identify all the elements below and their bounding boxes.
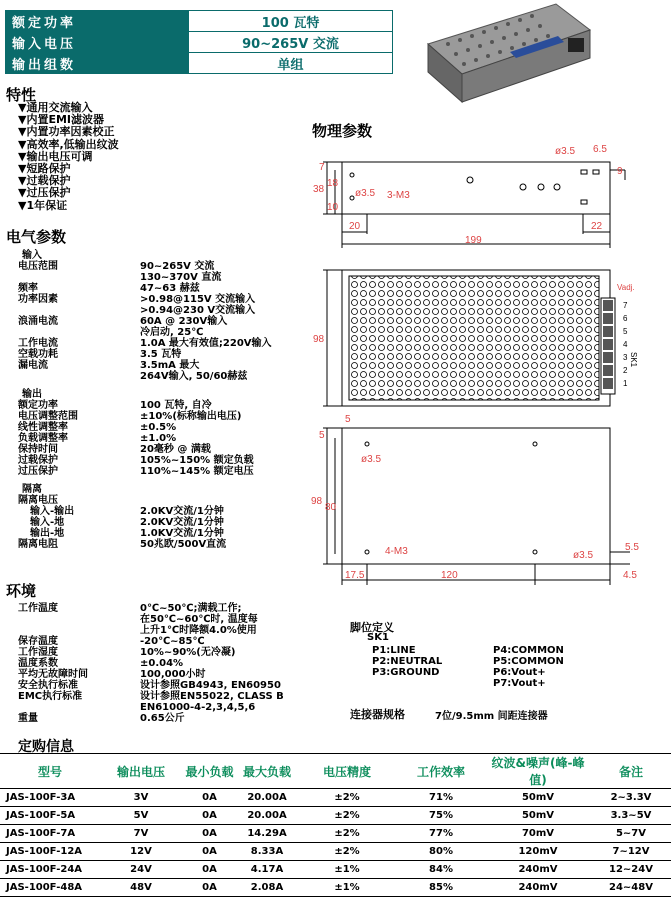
param-label: 工作电流	[18, 338, 58, 349]
physical-title: 物理参数	[312, 122, 373, 140]
table-row	[0, 861, 671, 879]
spec-row	[6, 53, 393, 74]
env-value: 0.65公斤	[140, 713, 185, 724]
order-header: 输出电压	[100, 754, 182, 789]
order-cell: JAS-100F-12A	[0, 843, 100, 861]
features-title: 特性	[6, 86, 37, 104]
spec-value: 90~265V 交流	[189, 32, 393, 53]
order-cell: ±1%	[297, 879, 397, 897]
terminal-label: 3	[623, 353, 628, 362]
order-cell: 12V	[100, 843, 182, 861]
table-row	[0, 843, 671, 861]
param-value: 90~265V 交流	[140, 261, 215, 272]
order-cell: 0A	[182, 789, 237, 807]
pin-item: P1:LINE	[372, 645, 416, 656]
param-label: 空载功耗	[18, 349, 58, 360]
param-label: 线性调整率	[18, 422, 68, 433]
order-header: 工作效率	[397, 754, 485, 789]
env-value: -20℃~85℃	[140, 636, 205, 647]
order-cell: 4.17A	[237, 861, 297, 879]
dim-label: 98	[313, 334, 325, 345]
order-cell: JAS-100F-24A	[0, 861, 100, 879]
env-label: EMC执行标准	[18, 691, 83, 702]
param-value: 100 瓦特, 自冷	[140, 400, 212, 411]
env-value: 上升1℃时降额4.0%使用	[140, 625, 257, 636]
order-cell: 2.08A	[237, 879, 297, 897]
dim-label: 10	[327, 202, 339, 213]
environment-title: 环境	[6, 582, 37, 600]
terminal-label: 7	[623, 301, 628, 310]
feature-item: ▼内置功率因素校正	[18, 125, 115, 139]
param-value: 冷启动, 25℃	[140, 327, 204, 338]
env-label: 平均无故障时间	[18, 669, 88, 680]
dim-label: 4-M3	[385, 546, 408, 557]
param-label: 功率因素	[18, 294, 58, 305]
env-value: 设计参照GB4943, EN60950	[140, 680, 281, 691]
spec-table	[5, 10, 393, 74]
terminal-label: 1	[623, 379, 628, 388]
param-label: 负载调整率	[18, 433, 68, 444]
order-cell: 50mV	[485, 789, 591, 807]
pin-item: P3:GROUND	[372, 667, 440, 678]
order-cell: 24~48V	[591, 879, 671, 897]
order-cell: 240mV	[485, 861, 591, 879]
param-value: >0.94@230 V交流输入	[140, 305, 256, 316]
order-header: 最小负载	[182, 754, 237, 789]
env-label: 安全执行标准	[18, 680, 78, 691]
order-cell: 12~24V	[591, 861, 671, 879]
side-view-outline	[342, 162, 610, 214]
order-cell: 3.3~5V	[591, 807, 671, 825]
dim-label: 98	[311, 496, 323, 507]
dim-label: 22	[591, 221, 603, 232]
terminal-label: 4	[623, 340, 628, 349]
dim-label: 120	[441, 570, 458, 581]
param-value: 110%~145% 额定电压	[140, 466, 254, 477]
dim-label: 38	[313, 184, 325, 195]
param-value: 105%~150% 额定负载	[140, 455, 254, 466]
dim-label: 80	[325, 502, 337, 513]
isolation-header: 隔离	[22, 484, 42, 495]
param-value: 60A @ 230V输入	[140, 316, 228, 327]
order-cell: 5V	[100, 807, 182, 825]
param-value: 264V输入, 50/60赫兹	[140, 371, 248, 382]
features-list	[18, 102, 119, 212]
electrical-title: 电气参数	[6, 228, 67, 246]
dim-label: 5	[319, 430, 325, 441]
param-label: 输出-地	[30, 528, 65, 539]
order-cell: 85%	[397, 879, 485, 897]
terminal-label: 5	[623, 327, 628, 336]
order-header: 备注	[591, 754, 671, 789]
order-cell: JAS-100F-7A	[0, 825, 100, 843]
pin-item: P2:NEUTRAL	[372, 656, 443, 667]
param-value: 3.5mA 最大	[140, 360, 200, 371]
order-cell: 84%	[397, 861, 485, 879]
param-label: 输入-输出	[30, 506, 75, 517]
feature-item: ▼高效率,低输出纹波	[18, 137, 119, 151]
order-cell: 3V	[100, 789, 182, 807]
dim-label: ø3.5	[355, 188, 376, 199]
env-label: 保存温度	[18, 636, 58, 647]
dim-label: 9	[617, 166, 623, 177]
dim-label: 20	[349, 221, 361, 232]
order-cell: 7~12V	[591, 843, 671, 861]
order-cell: 0A	[182, 843, 237, 861]
terminal-block	[603, 300, 613, 389]
order-cell: 240mV	[485, 879, 591, 897]
param-label: 过载保护	[18, 455, 58, 466]
order-header: 型号	[0, 754, 100, 789]
order-cell: 2~3.3V	[591, 789, 671, 807]
spec-value: 100 瓦特	[189, 11, 393, 32]
dim-label: 5.5	[625, 542, 639, 553]
param-label: 电压调整范围	[18, 411, 78, 422]
dim-label: 18	[327, 178, 339, 189]
param-label: 过压保护	[18, 466, 58, 477]
terminal-label: 2	[623, 366, 628, 375]
product-photo	[418, 2, 593, 110]
order-cell: ±1%	[297, 861, 397, 879]
vadj-label: Vadj.	[617, 283, 635, 292]
bottom-view-drawing	[305, 410, 645, 588]
param-label: 漏电流	[18, 360, 48, 371]
env-value: 10%~90%(无冷凝)	[140, 647, 236, 658]
pins-right	[493, 645, 564, 689]
param-value: ±0.5%	[140, 422, 177, 433]
feature-item: ▼短路保护	[18, 162, 71, 176]
spec-row	[6, 32, 393, 53]
param-value: 3.5 瓦特	[140, 349, 182, 360]
bottom-view-outline	[342, 428, 610, 564]
param-value: 130~370V 直流	[140, 272, 222, 283]
param-label: 输入-地	[30, 517, 65, 528]
order-cell: ±2%	[297, 807, 397, 825]
dim-label: 199	[465, 235, 482, 246]
dim-label: 7	[319, 162, 325, 173]
param-value: ±10%(标称输出电压)	[140, 411, 242, 422]
env-label: 工作温度	[18, 603, 58, 614]
spec-label: 输出组数	[6, 53, 189, 74]
order-header: 最大负载	[237, 754, 297, 789]
feature-item: ▼输出电压可调	[18, 149, 93, 163]
electrical-labels	[18, 250, 138, 550]
param-label: 频率	[18, 283, 38, 294]
pin-sk1: SK1	[367, 632, 389, 643]
order-cell: 7V	[100, 825, 182, 843]
dim-label: 4.5	[623, 570, 637, 581]
spec-value: 单组	[189, 53, 393, 74]
table-row	[0, 807, 671, 825]
terminal-label: 6	[623, 314, 628, 323]
env-label: 温度系数	[18, 658, 58, 669]
dim-label: ø3.5	[573, 550, 594, 561]
param-value: 2.0KV交流/1分钟	[140, 506, 224, 517]
pin-item: P6:Vout+	[493, 667, 546, 678]
connector-value: 7位/9.5mm 间距连接器	[435, 711, 548, 722]
order-cell: 0A	[182, 879, 237, 897]
param-value: >0.98@115V 交流输入	[140, 294, 256, 305]
param-label: 浪涌电流	[18, 316, 58, 327]
env-label: 重量	[18, 713, 38, 724]
order-cell: 50mV	[485, 807, 591, 825]
param-value: 50兆欧/500V直流	[140, 539, 227, 550]
env-value: EN61000-4-2,3,4,5,6	[140, 702, 256, 713]
param-label: 隔离电压	[18, 495, 58, 506]
order-cell: 0A	[182, 825, 237, 843]
input-header: 输入	[22, 250, 42, 261]
param-value: ±1.0%	[140, 433, 177, 444]
electrical-values	[140, 250, 310, 550]
env-value: 0℃~50℃;满载工作;	[140, 603, 242, 614]
order-cell: 71%	[397, 789, 485, 807]
spec-label: 额定功率	[6, 11, 189, 32]
env-value: 设计参照EN55022, CLASS B	[140, 691, 284, 702]
dim-label: ø3.5	[555, 146, 576, 157]
dim-label: 6.5	[593, 144, 607, 155]
order-cell: 75%	[397, 807, 485, 825]
order-cell: 8.33A	[237, 843, 297, 861]
param-value: 1.0KV交流/1分钟	[140, 528, 224, 539]
environment-values	[140, 603, 320, 724]
param-label: 保持时间	[18, 444, 58, 455]
sk1-label: SK1	[629, 352, 638, 368]
order-table	[0, 753, 671, 897]
order-cell: 20.00A	[237, 807, 297, 825]
param-value: 20毫秒 @ 满载	[140, 444, 211, 455]
order-cell: 0A	[182, 861, 237, 879]
param-value: 1.0A 最大有效值;220V输入	[140, 338, 272, 349]
feature-item: ▼1年保证	[18, 198, 68, 212]
dim-label: 3-M3	[387, 190, 410, 201]
pins-left	[372, 645, 442, 678]
feature-item: ▼过压保护	[18, 186, 71, 200]
order-header: 电压精度	[297, 754, 397, 789]
top-view-drawing	[305, 262, 645, 412]
env-value: ±0.04%	[140, 658, 184, 669]
env-label: 工作湿度	[18, 647, 58, 658]
pin-item: P7:Vout+	[493, 678, 546, 689]
order-header-row	[0, 754, 671, 789]
order-cell: 14.29A	[237, 825, 297, 843]
dim-label: 5	[345, 414, 351, 425]
feature-item: ▼内置EMI滤波器	[18, 113, 105, 127]
order-cell: ±2%	[297, 789, 397, 807]
table-row	[0, 789, 671, 807]
dim-label: ø3.5	[361, 454, 382, 465]
order-cell: JAS-100F-48A	[0, 879, 100, 897]
order-cell: 70mV	[485, 825, 591, 843]
env-value: 在50℃~60℃时, 温度每	[140, 614, 258, 625]
order-cell: 80%	[397, 843, 485, 861]
order-cell: 5~7V	[591, 825, 671, 843]
connector-label: 连接器规格	[350, 708, 405, 721]
order-cell: JAS-100F-5A	[0, 807, 100, 825]
param-value: 47~63 赫兹	[140, 283, 200, 294]
feature-item: ▼过载保护	[18, 174, 71, 188]
feature-item: ▼通用交流输入	[18, 101, 93, 114]
order-cell: 20.00A	[237, 789, 297, 807]
output-header: 输出	[22, 389, 42, 400]
order-cell: 48V	[100, 879, 182, 897]
table-row	[0, 825, 671, 843]
environment-labels	[18, 603, 138, 724]
spec-label: 输入电压	[6, 32, 189, 53]
param-label: 隔离电阻	[18, 539, 58, 550]
side-view-drawing	[305, 140, 645, 252]
order-cell: 120mV	[485, 843, 591, 861]
pin-title: 脚位定义	[350, 621, 394, 634]
order-cell: ±2%	[297, 825, 397, 843]
spec-row	[6, 11, 393, 32]
order-header: 纹波&噪声(峰-峰值)	[485, 754, 591, 789]
order-cell: 0A	[182, 807, 237, 825]
param-value: 2.0KV交流/1分钟	[140, 517, 224, 528]
order-cell: 24V	[100, 861, 182, 879]
order-cell: ±2%	[297, 843, 397, 861]
order-cell: JAS-100F-3A	[0, 789, 100, 807]
env-value: 100,000小时	[140, 669, 206, 680]
param-label: 电压范围	[18, 261, 58, 272]
order-cell: 77%	[397, 825, 485, 843]
param-label: 额定功率	[18, 400, 58, 411]
pin-item: P5:COMMON	[493, 656, 564, 667]
dim-label: 17.5	[345, 570, 365, 581]
pin-item: P4:COMMON	[493, 645, 564, 656]
table-row	[0, 879, 671, 897]
order-title: 定购信息	[18, 739, 74, 755]
